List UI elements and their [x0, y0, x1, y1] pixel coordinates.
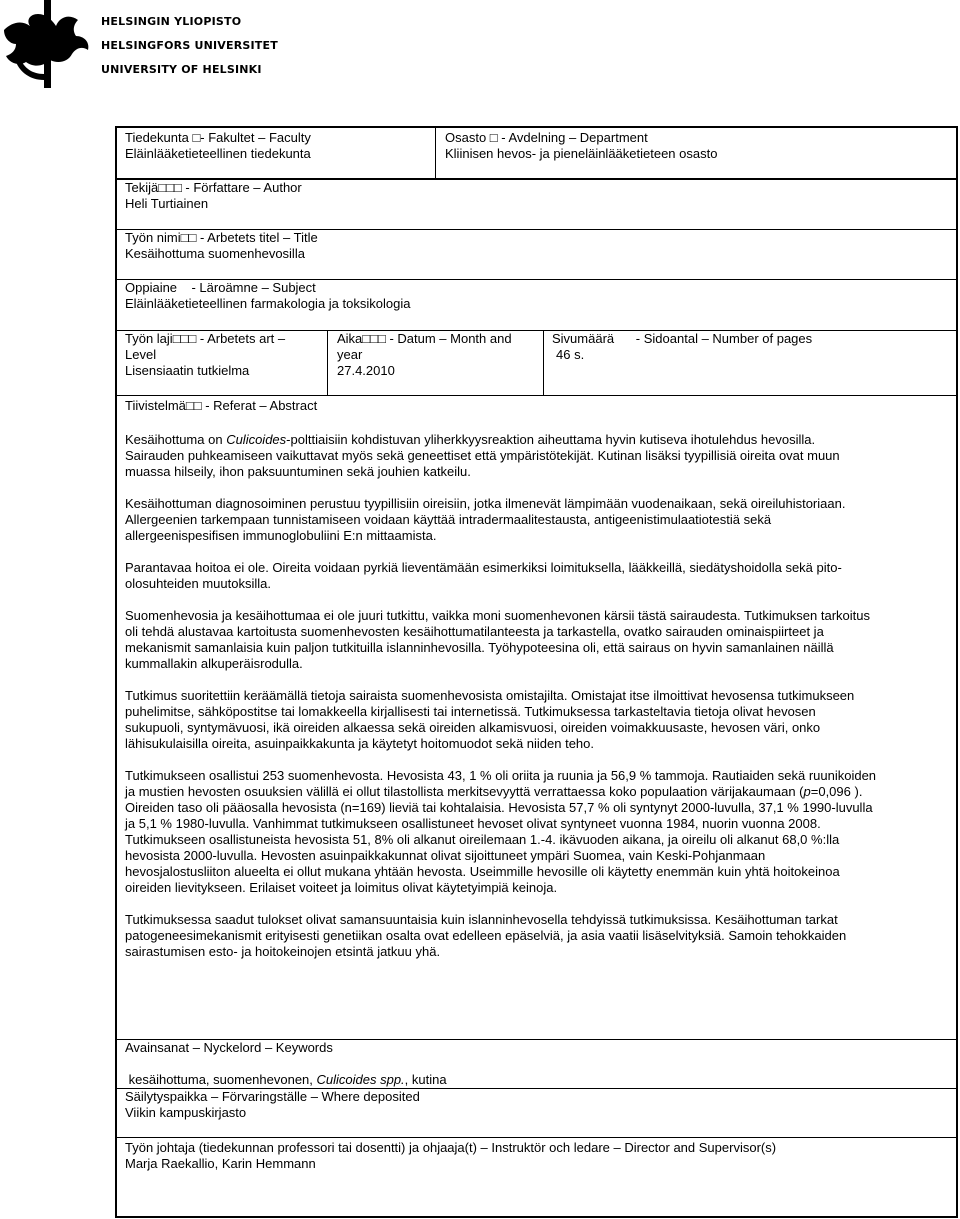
title-value: Kesäihottuma suomenhevosilla	[125, 246, 305, 261]
department-cell	[445, 130, 717, 162]
department-value: Kliinisen hevos- ja pieneläinlääketieteen osasto	[445, 146, 718, 161]
species-name: Culicoides spp.	[316, 1072, 405, 1087]
university-name-sv: HELSINGFORS UNIVERSITET	[101, 39, 278, 52]
keywords-label: Avainsanat – Nyckelord – Keywords	[125, 1040, 333, 1055]
level-value: Lisensiaatin tutkielma	[125, 363, 250, 378]
abstract-body	[125, 432, 947, 976]
text-run: =0,096 ). Oireiden taso oli pääosalla hevosista (n=169) lieviä tai kohtalaisia. Hevosista 57,7 % oli syntynyt 2000-luvulla, 37,1 % 1990-luvulla ja 5,1 % 1980-luvulla. Vanhimmat tutkimukseen osallistuneet hevoset olivat syntyneet vuonna 1984, nuorin vuonna 2008. Tutkimukseen osallistuneista hevosista 51, 8% oli alkanut oireilemaan 1.-4. ikävuoden aikana, ja oireilu oli alkanut 68,0 %:lla hevosista 2000-luvulla. Hevosten asuinpaikkakunnat olivat sijoittuneet ympäri Suomea, vain Keski-Pohjanmaan hevosjalostusliiton alueelta ei ollut mukana yhtään hevosta. Useimmille hevosille oli käytetty enemmän kuin yhtä hoitokeinoa oireiden lievitykseen. Erilaiset voiteet ja loimitus olivat käytetyimpiä keinoja.	[125, 784, 873, 895]
department-label: Osasto □ - Avdelning – Department	[445, 130, 648, 145]
faculty-value: Eläinlääketieteellinen tiedekunta	[125, 146, 311, 161]
abstract-paragraph	[125, 432, 947, 480]
keywords-value	[125, 1072, 447, 1088]
deposited-value: Viikin kampuskirjasto	[125, 1105, 247, 1120]
author-value: Heli Turtiainen	[125, 196, 209, 211]
abstract-paragraph: Suomenhevosia ja kesäihottumaa ei ole juuri tutkittu, vaikka moni suomenhevonen kärsii tästä sairaudesta. Tutkimuksen tarkoitus oli tehdä alustavaa kartoitusta suomenhevosten kesäihottumatilanteesta ja tarkastella, ovatko sairauden ominaispiirteet ja mekanismit samanlaisia kuin paljon tutkituilla islanninhevosilla. Työhypoteesina oli, että sairaus on hyvin samanlainen näillä kummallakin alkuperäisrodulla.	[125, 608, 870, 671]
text-run: , kutina	[404, 1072, 447, 1087]
pages-value: 46 s.	[556, 347, 585, 362]
text-run: Tutkimukseen osallistui 253 suomenhevosta. Hevosista 43, 1 % oli oriita ja ruunia ja 56,9 % tammoja. Rautiaiden sekä ruunikoiden ja mustien hevosten osuuksien välillä ei ollut tilastollista merkitsevyyttä verrattaessa koko populaation värijakaumaan (	[125, 768, 877, 799]
abstract-paragraph	[125, 768, 947, 896]
university-name	[101, 10, 278, 82]
faculty-label: Tiedekunta □- Fakultet – Faculty	[125, 130, 311, 145]
text-run: -polttiaisiin kohdistuvan yliherkkyysreaktion aiheuttama hyvin kutiseva ihotulehdus hevosilla. Sairauden puhkeamiseen vaikuttavat myös sekä geneettiset että ympäristötekijät. Kutinan lisäksi tyypillisiä oireita ovat muun muassa hilseily, ihon paksuuntuminen sekä jouhien katkeilu.	[125, 432, 840, 479]
university-name-fi: HELSINGIN YLIOPISTO	[101, 15, 242, 28]
subject-value: Eläinlääketieteellinen farmakologia ja toksikologia	[125, 296, 411, 311]
author-cell	[125, 180, 302, 212]
date-label: Aika□□□ - Datum – Month and	[337, 331, 512, 346]
abstract-form	[115, 126, 958, 1218]
faculty-cell	[125, 130, 311, 162]
text-run: Kesäihottuma on	[125, 432, 227, 447]
pages-label: Sivumäärä - Sidoantal – Number of pages	[552, 331, 813, 346]
subject-cell	[125, 280, 410, 312]
deposited-label: Säilytyspaikka – Förvaringställe – Where deposited	[125, 1089, 420, 1104]
date-label-cont: year	[337, 347, 363, 362]
level-cell	[125, 331, 285, 379]
abstract-paragraph: Tutkimuksessa saadut tulokset olivat samansuuntaisia kuin islanninhevosella tehdyissä tutkimuksissa. Kesäihottuman tarkat patogeneesimekanismit erityisesti genetiikan osalta ovat edelleen epäselviä, ja asia vaatii lisäselvityksiä. Samoin tehokkaiden sairastumisen esto- ja hoitokeinojen etsintä jatkuu yhä.	[125, 912, 847, 959]
pages-cell	[552, 331, 812, 363]
divider	[327, 330, 328, 395]
p-value-symbol: p	[803, 784, 811, 799]
abstract-paragraph: Tutkimus suoritettiin keräämällä tietoja sairaista suomenhevosista omistajilta. Omistajat itse ilmoittivat hevosensa tutkimukseen puhelimitse, sähköpostitse tai lomakkeella kirjallisesti tai internetissä. Tutkimuksessa tarkasteltavia tietoja olivat hevosen sukupuoli, syntymävuosi, ikä oireiden alkaessa sekä oireiden alkamisvuosi, oireiden voimakkuusaste, hevosen väri, onko lähisukulaisilla oireita, asuinpaikkakunta ja käytetyt hoitomuodot sekä niiden teho.	[125, 688, 855, 751]
text-run: kesäihottuma, suomenhevonen,	[125, 1072, 317, 1087]
divider	[435, 128, 436, 178]
university-logo-icon	[0, 0, 90, 92]
supervisor-value: Marja Raekallio, Karin Hemmann	[125, 1156, 316, 1171]
keywords-cell	[125, 1040, 447, 1088]
abstract-paragraph: Parantavaa hoitoa ei ole. Oireita voidaan pyrkiä lieventämään esimerkiksi loimituksella, lääkkeillä, siedätyshoidolla sekä pito- olosuhteiden muutoksilla.	[125, 560, 842, 591]
supervisor-cell	[125, 1140, 776, 1172]
level-label: Työn laji□□□ - Arbetets art –	[125, 331, 286, 346]
abstract-label: Tiivistelmä□□ - Referat – Abstract	[125, 398, 318, 413]
subject-label: Oppiaine - Läroämne – Subject	[125, 280, 316, 295]
level-label-cont: Level	[125, 347, 157, 362]
species-name: Culicoides	[226, 432, 287, 447]
author-label: Tekijä□□□ - Författare – Author	[125, 180, 302, 195]
university-name-en: UNIVERSITY OF HELSINKI	[101, 63, 262, 76]
abstract-paragraph: Kesäihottuman diagnosoiminen perustuu tyypillisiin oireisiin, jotka ilmenevät lämpimään vuodenaikaan, sekä oireiluhistoriaan. Allergeenien tarkempaan tunnistamiseen voidaan käyttää intradermaalitestausta, antigeenistimulaatiotestiä sekä allergeenispesifisen immunoglobuliini E:n mittaamista.	[125, 496, 846, 543]
divider	[117, 395, 956, 396]
date-value: 27.4.2010	[337, 363, 395, 378]
deposited-cell	[125, 1089, 420, 1121]
supervisor-label: Työn johtaja (tiedekunnan professori tai dosentti) ja ohjaaja(t) – Instruktör och ledare – Director and Supervisor(s)	[125, 1140, 777, 1155]
title-cell	[125, 230, 318, 262]
title-label: Työn nimi□□ - Arbetets titel – Title	[125, 230, 318, 245]
divider	[117, 1137, 956, 1138]
divider	[543, 330, 544, 395]
date-cell	[337, 331, 512, 379]
